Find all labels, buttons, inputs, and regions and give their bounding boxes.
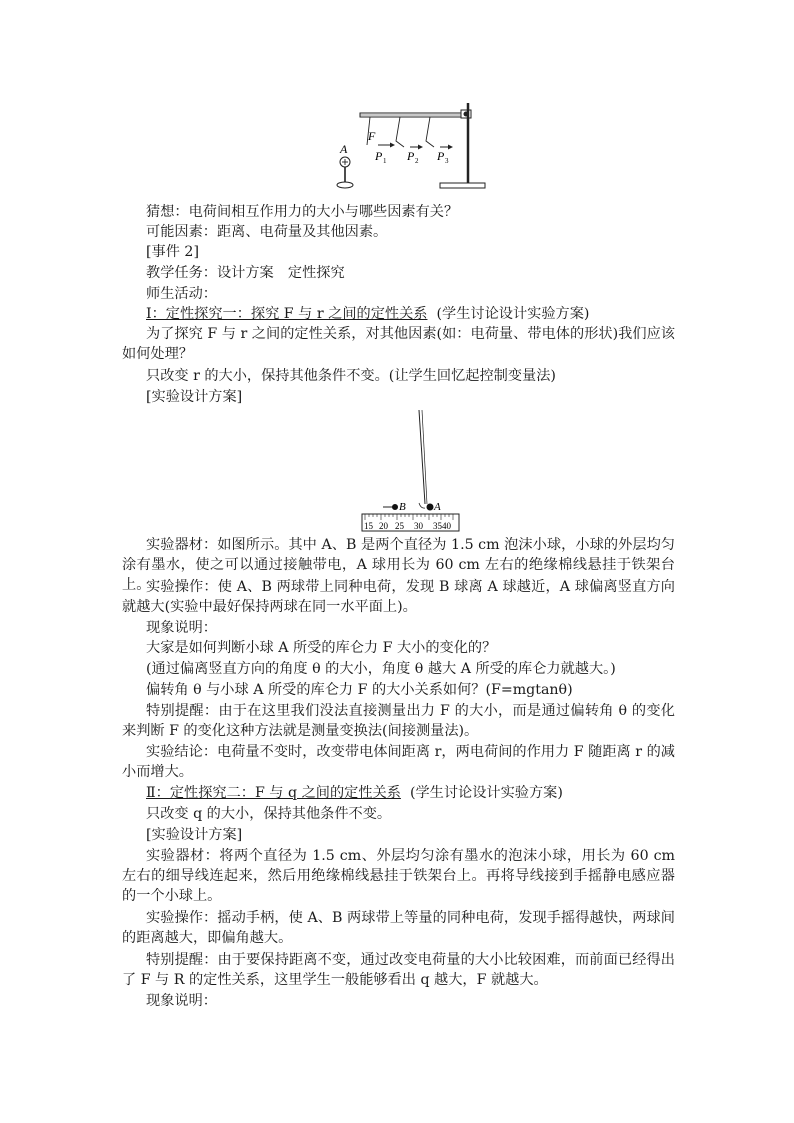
label-P1-sub: 1 <box>383 157 387 165</box>
label-P2: P <box>407 149 415 163</box>
label-F: F <box>368 129 376 143</box>
section-2-title: Ⅱ：定性探究二：F 与 q 之间的定性关系 <box>146 785 401 801</box>
text-activity: 师生活动： <box>146 286 217 302</box>
ruler-label-20: 20 <box>379 521 388 531</box>
ruler-label-3540: 3540 <box>433 521 451 531</box>
text-guess: 猜想：电荷间相互作用力的大小与哪些因素有关？ <box>146 204 459 220</box>
ruler-label-25: 25 <box>395 521 404 531</box>
label-P2-sub: 2 <box>415 157 419 165</box>
text-phenomenon-2: 现象说明： <box>146 993 217 1009</box>
label-P3-sub: 3 <box>445 157 449 165</box>
label-A: A <box>340 142 348 156</box>
label-B: B <box>399 501 406 513</box>
text-materials-1: 实验器材：如图所示。其中 A、B 是两个直径为 1.5 cm 泡沫小球，小球的外层均匀涂有墨水，使之可以通过接触带电，A 球用长为 60 cm 左右的绝缘棉线悬挂于铁架台上。 <box>122 537 675 593</box>
text-event-2: [事件 2] <box>146 244 199 260</box>
text-operation-1: 实验操作：使 A、B 两球带上同种电荷，发现 B 球离 A 球越近，A 球偏离竖直方向就越大(实验中最好保持两球在同一水平面上)。 <box>122 579 675 615</box>
text-possible-factors: 可能因素：距离、电荷量及其他因素。 <box>146 224 388 240</box>
section-1-title: Ⅰ：定性探究一：探究 F 与 r 之间的定性关系 <box>146 306 428 322</box>
text-answer-1: 只改变 r 的大小，保持其他条件不变。(让学生回忆起控制变量法) <box>146 368 556 384</box>
label-P1: P <box>375 149 383 163</box>
text-design-2: [实验设计方案] <box>146 827 243 843</box>
ruler-label-15: 15 <box>364 521 373 531</box>
label-A2: A <box>434 501 441 513</box>
text-operation-2: 实验操作：摇动手柄，使 A、B 两球带上等量的同种电荷，发现手摇得越快，两球间的距离越大，即偏角越大。 <box>122 910 675 946</box>
figure-charge-stand <box>330 103 495 193</box>
text-teaching-task: 教学任务：设计方案 定性探究 <box>146 265 345 281</box>
text-question-1: 为了探究 F 与 r 之间的定性关系，对其他因素(如：电荷量、带电体的形状)我们应该如何处理？ <box>122 326 675 362</box>
text-answer-2: (通过偏离竖直方向的角度 θ 的大小，角度 θ 越大 A 所受的库仑力就越大。) <box>146 661 616 677</box>
text-answer-3: 只改变 q 的大小，保持其他条件不变。 <box>146 806 392 822</box>
text-relation: 偏转角 θ 与小球 A 所受的库仑力 F 的大小关系如何？(F=mgtanθ) <box>146 682 573 698</box>
text-phenomenon-1: 现象说明： <box>146 620 217 636</box>
ruler-label-30: 30 <box>414 521 423 531</box>
label-P3: P <box>437 149 445 163</box>
text-reminder-1: 特别提醒：由于在这里我们没法直接测量出力 F 的大小，而是通过偏转角 θ 的变化来判断 F 的变化这种方法就是测量变换法(间接测量法)。 <box>122 703 675 739</box>
section-2-heading <box>122 783 675 803</box>
text-materials-2: 实验器材：将两个直径为 1.5 cm、外层均匀涂有墨水的泡沫小球，用长为 60 cm 左右的细导线连起来，然后用绝缘棉线悬挂于铁架台上。再将导线接到手摇静电感应器的一个小球上。 <box>122 848 675 904</box>
text-conclusion-1: 实验结论：电荷量不变时，改变带电体间距离 r，两电荷间的作用力 F 随距离 r 的减小而增大。 <box>122 744 675 780</box>
section-2-note: (学生讨论设计实验方案) <box>409 785 563 801</box>
figure-pendulum-ruler <box>355 410 465 534</box>
text-design-1: [实验设计方案] <box>146 389 243 405</box>
text-reminder-2: 特别提醒：由于要保持距离不变，通过改变电荷量的大小比较困难，而前面已经得出了 F 与 R 的定性关系，这里学生一般能够看出 q 越大，F 就越大。 <box>122 952 675 988</box>
section-1-heading <box>122 304 675 324</box>
text-question-2: 大家是如何判断小球 A 所受的库仑力 F 大小的变化的？ <box>146 640 497 656</box>
section-1-note: (学生讨论设计实验方案) <box>436 306 590 322</box>
